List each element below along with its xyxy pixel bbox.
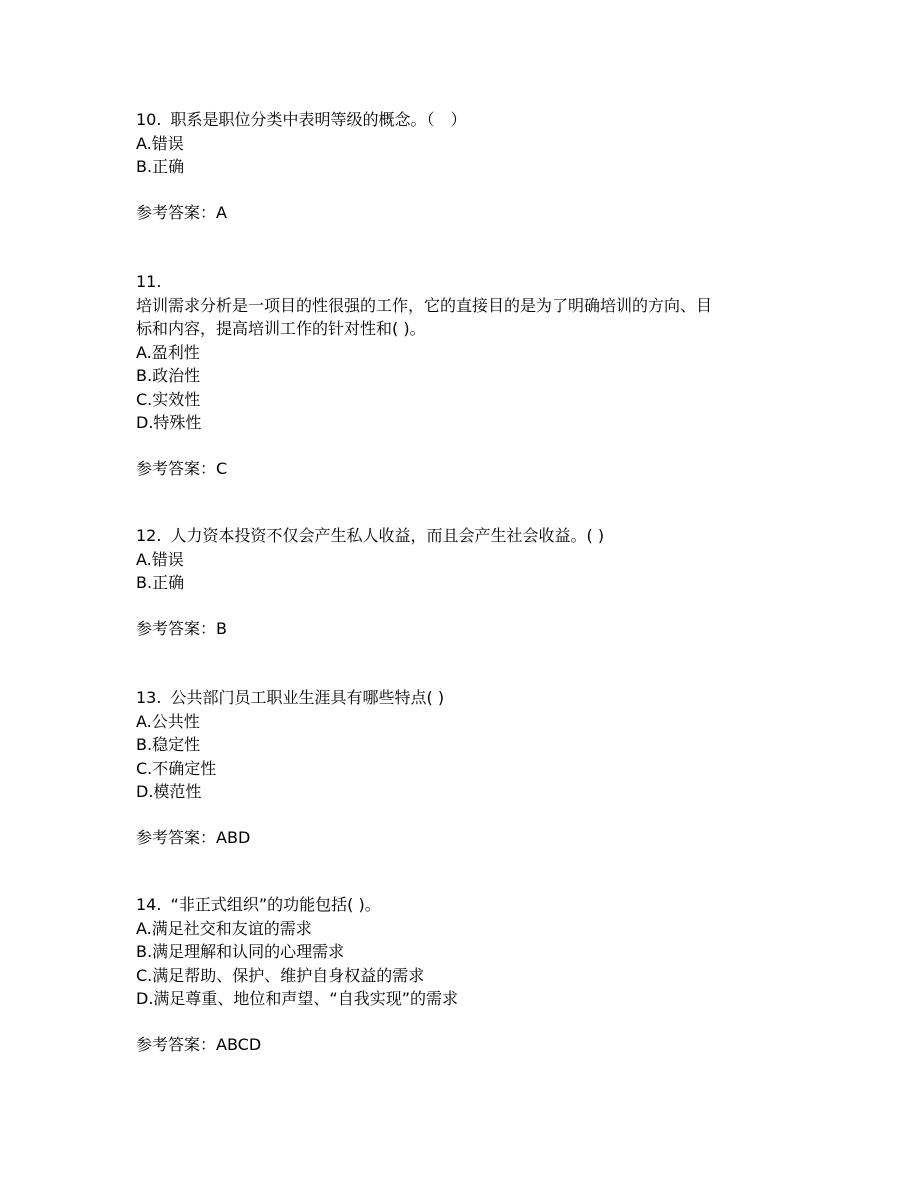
answer-value: A xyxy=(216,202,227,222)
option-b: B.政治性 xyxy=(136,366,201,385)
question-text: “非正式组织”的功能包括( )。 xyxy=(170,895,381,914)
option-c: C.实效性 xyxy=(136,389,201,409)
option-d: D.满足尊重、地位和声望、“自我实现”的需求 xyxy=(136,989,458,1008)
option-d: D.模范性 xyxy=(136,782,202,801)
option-b: B.正确 xyxy=(136,573,185,592)
question-12 xyxy=(136,524,796,640)
option-a: A.错误 xyxy=(136,133,184,153)
option-c: C.不确定性 xyxy=(136,758,217,778)
question-stem xyxy=(136,686,796,710)
answer-value: C xyxy=(216,458,228,478)
answer-line xyxy=(136,457,796,481)
question-14 xyxy=(136,893,796,1056)
option-b: B.满足理解和认同的心理需求 xyxy=(136,942,345,961)
question-number: 10. xyxy=(136,110,162,129)
answer-value: B xyxy=(216,618,227,638)
option-a: A.错误 xyxy=(136,549,184,569)
option-c: C.满足帮助、保护、维护自身权益的需求 xyxy=(136,965,425,985)
question-stem xyxy=(136,893,796,917)
question-text: 人力资本投资不仅会产生私人收益，而且会产生社会收益。( ) xyxy=(170,526,605,545)
question-text: 职系是职位分类中表明等级的概念。（ ） xyxy=(170,110,467,129)
question-10 xyxy=(136,108,796,224)
answer-label: 参考答案： xyxy=(136,618,217,638)
question-number: 12. xyxy=(136,526,162,545)
option-a: A.盈利性 xyxy=(136,342,200,362)
question-number: 14. xyxy=(136,895,162,914)
option-a: A.满足社交和友谊的需求 xyxy=(136,918,312,938)
answer-value: ABCD xyxy=(216,1034,262,1054)
option-d: D.特殊性 xyxy=(136,413,202,432)
answer-line xyxy=(136,201,796,225)
question-number: 11. xyxy=(136,272,162,291)
answer-value: ABD xyxy=(216,827,251,847)
option-b: B.正确 xyxy=(136,157,185,176)
question-number: 13. xyxy=(136,688,162,707)
answer-label: 参考答案： xyxy=(136,827,217,847)
option-a: A.公共性 xyxy=(136,711,200,731)
answer-line xyxy=(136,826,796,850)
question-13 xyxy=(136,686,796,849)
question-text-line-2: 标和内容，提高培训工作的针对性和( )。 xyxy=(136,319,426,338)
question-text: 公共部门员工职业生涯具有哪些特点( ) xyxy=(170,688,445,707)
question-stem xyxy=(136,108,796,132)
question-stem xyxy=(136,524,796,548)
answer-line xyxy=(136,617,796,641)
option-b: B.稳定性 xyxy=(136,735,201,754)
answer-line xyxy=(136,1033,796,1057)
answer-label: 参考答案： xyxy=(136,202,217,222)
answer-label: 参考答案： xyxy=(136,1034,217,1054)
answer-label: 参考答案： xyxy=(136,458,217,478)
question-text-line-1: 培训需求分析是一项目的性很强的工作，它的直接目的是为了明确培训的方向、目 xyxy=(136,295,713,315)
question-11 xyxy=(136,270,796,480)
